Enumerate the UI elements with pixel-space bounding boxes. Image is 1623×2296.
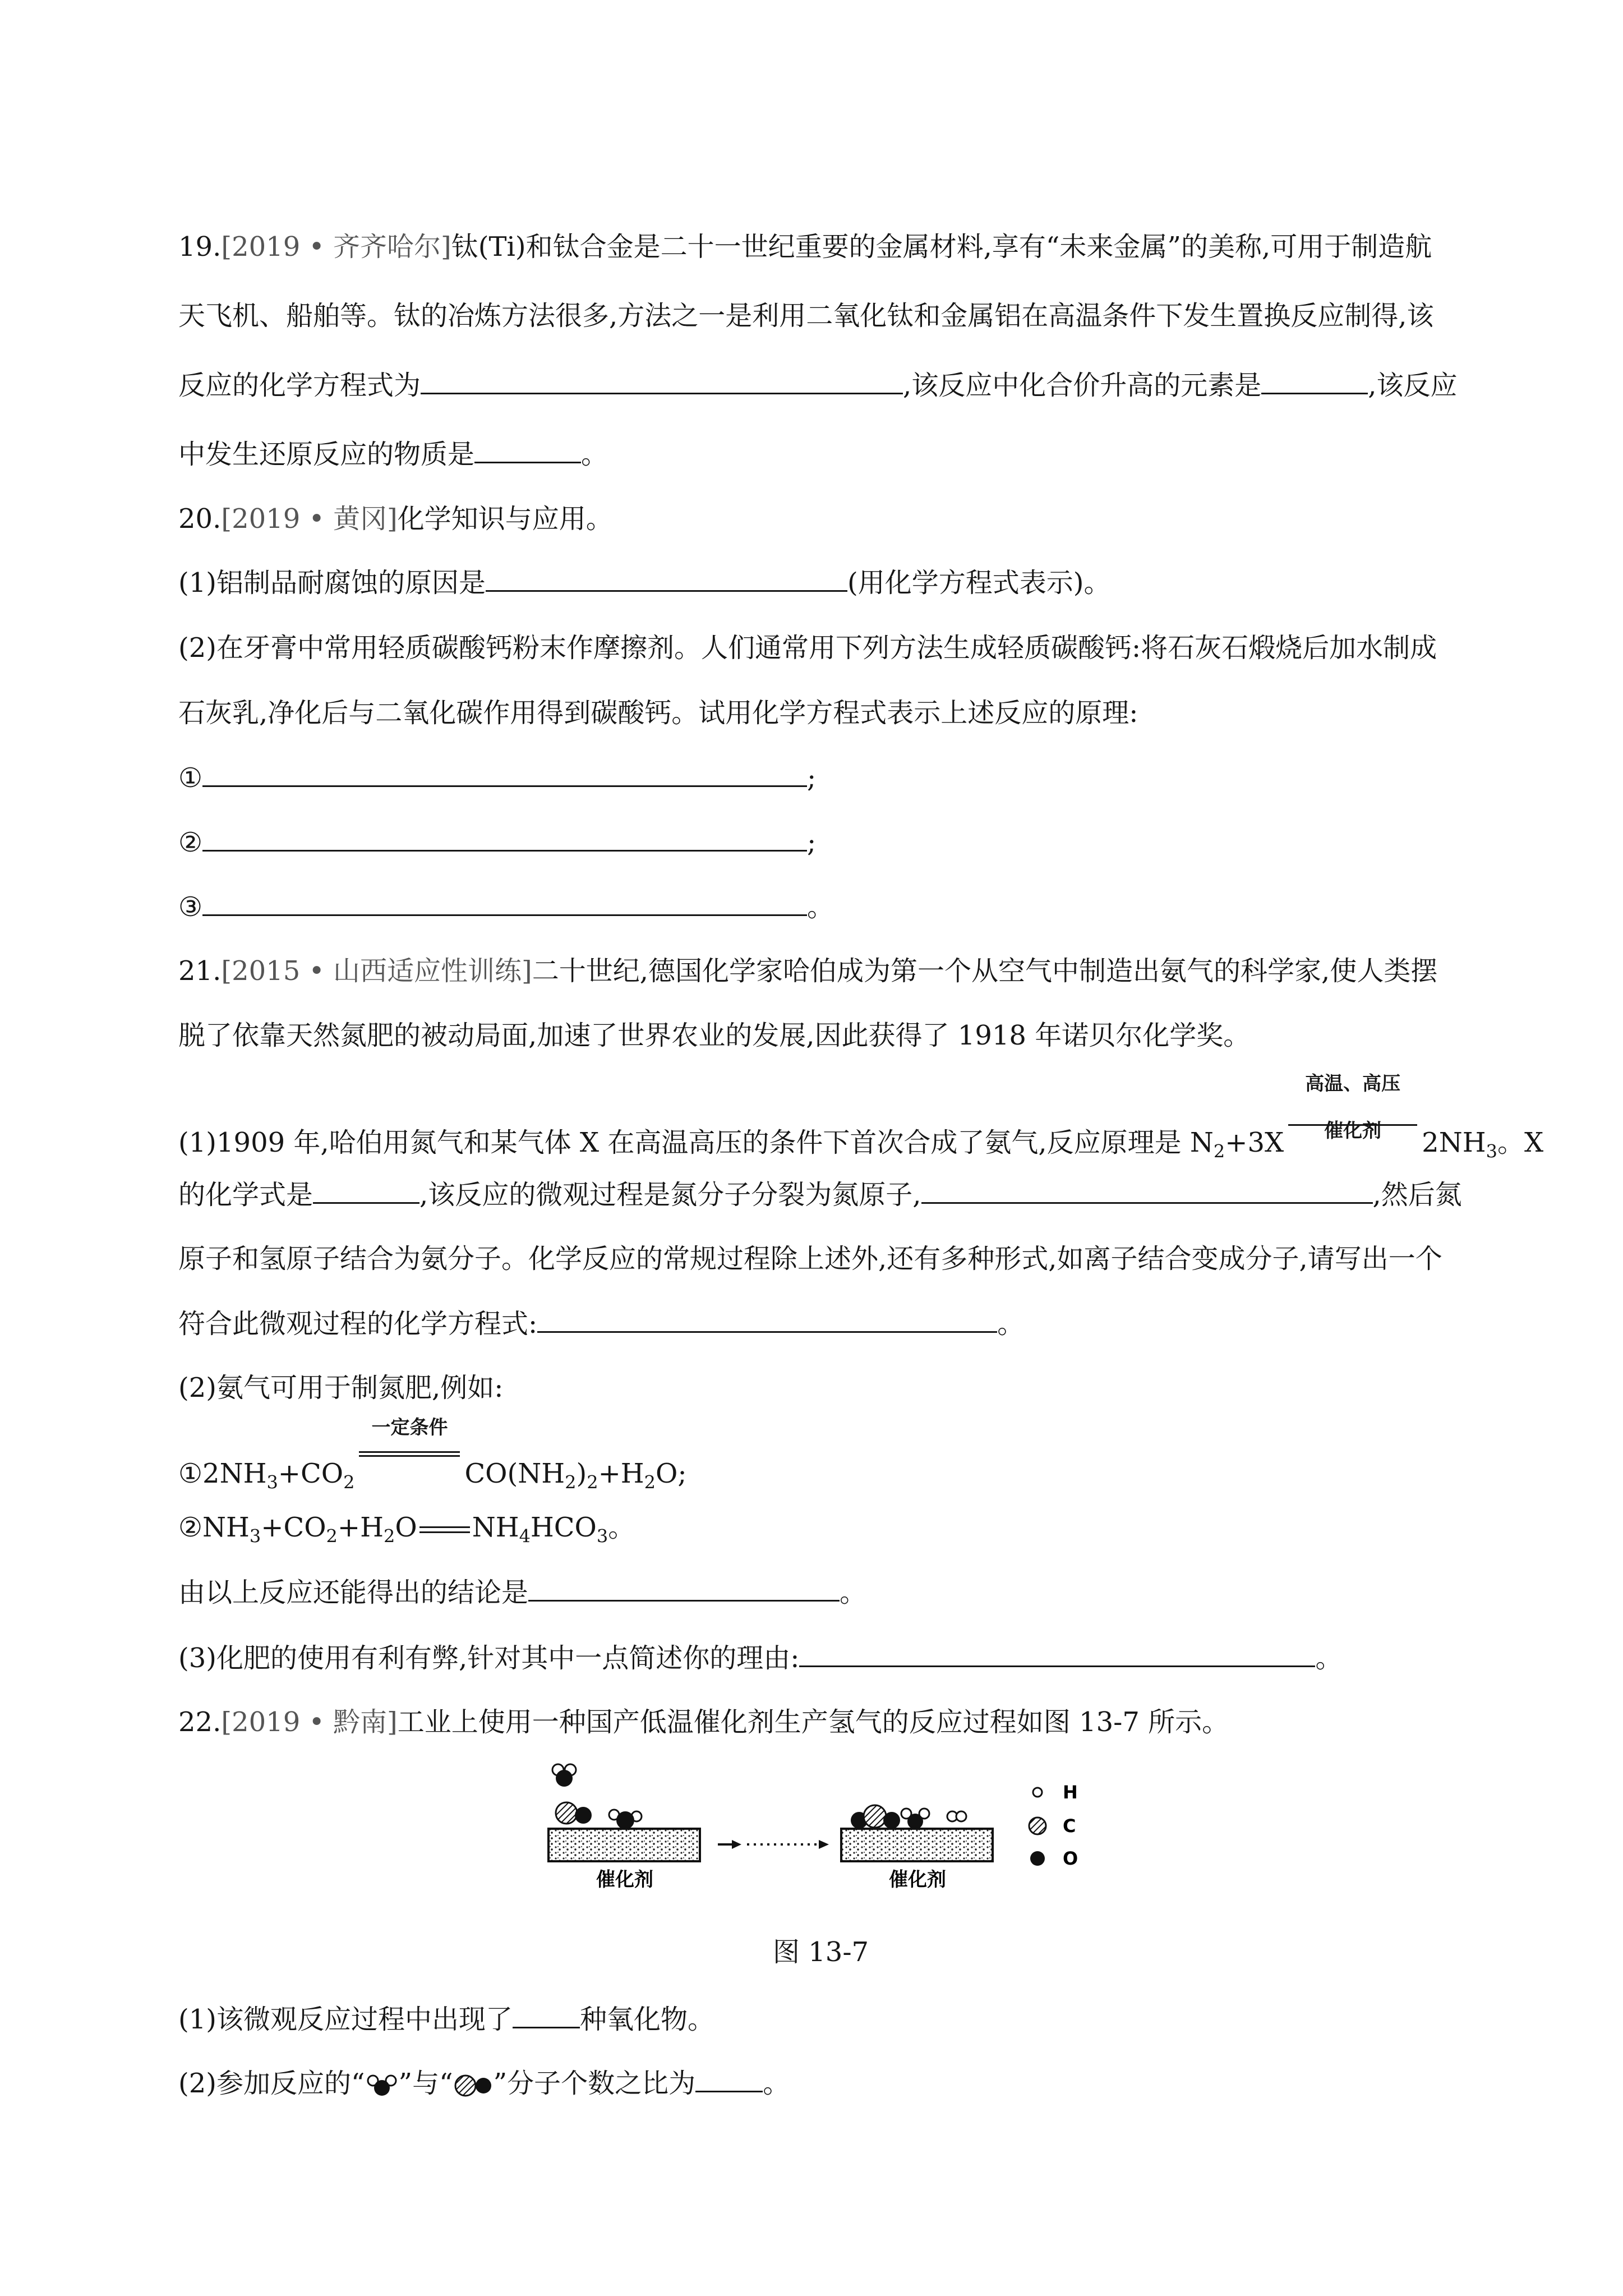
q19-line3: 反应的化学方程式为 ,该反应中化合价升高的元素是 ,该反应 (178, 368, 1458, 402)
q21-part2: (2)氨气可用于制氮肥,例如: (178, 1372, 504, 1404)
reaction-diagram-svg (538, 1756, 1088, 1941)
q19-blank-equation[interactable] (421, 368, 903, 394)
q21-part1-line4: 符合此微观过程的化学方程式: 。 (178, 1306, 1024, 1341)
eq2-equals (419, 1526, 470, 1533)
q20-title: 20.[2019 • 黄冈]化学知识与应用。 (178, 503, 613, 535)
water-molecule-icon (552, 1764, 576, 1787)
q20-item-2: ② ; (178, 825, 816, 859)
q21-eq1: $①2NH_3+CO_2$ 一定条件 $CO(NH_2)_2+H_2O$; (178, 1416, 687, 1493)
legend-c-label: C (1063, 1815, 1076, 1837)
legend-c-icon (1029, 1818, 1046, 1834)
q21-part3: (3)化肥的使用有利有弊,针对其中一点简述你的理由: 。 (178, 1641, 1342, 1675)
q21-blank-conclusion[interactable] (528, 1575, 840, 1602)
q21-source: [2015 • 山西适应性训练] (221, 955, 532, 987)
q21-blank-equation[interactable] (537, 1306, 997, 1333)
q22-blank-ratio[interactable] (695, 2066, 763, 2092)
q21-blank-x[interactable] (313, 1177, 419, 1204)
figure-caption: 图 13-7 (773, 1936, 869, 1968)
q21-conclusion: 由以上反应还能得出的结论是 。 (178, 1575, 866, 1609)
q21-line1: 21.[2015 • 山西适应性训练]二十世纪,德国化学家哈伯成为第一个从空气中制造出氨气的科学家,使人类摆 (178, 955, 1438, 987)
q20-item-3: ③ 。 (178, 890, 834, 924)
catalyst-label-right: 催化剂 (889, 1869, 946, 1891)
q20-item-2-blank[interactable] (202, 825, 807, 852)
q21-part1-line3: 原子和氢原子结合为氨分子。化学反应的常规过程除上述外,还有多种形式,如离子结合变成分子,请写出一个 (178, 1243, 1442, 1274)
legend-o-icon (1030, 1851, 1045, 1866)
q20-item-3-blank[interactable] (202, 890, 807, 916)
q22-part1: (1)该微观反应过程中出现了 种氧化物。 (178, 2002, 714, 2036)
catalyst-plate-left (548, 1829, 700, 1861)
q19-line4: 中发生还原反应的物质是 。 (178, 437, 608, 471)
co-molecule-icon (556, 1802, 592, 1824)
co-molecule-inline-icon (453, 2073, 494, 2099)
q22-part2: (2)参加反应的“ ”与“ ”分子个数之比为 。 (178, 2066, 790, 2100)
q19-line1: 19.[2019 • 齐齐哈尔]钛(Ti)和钛合金是二十一世纪重要的金属材料,享有“未来金属”的美称,可用于制造航 (178, 231, 1432, 263)
q21-blank-process[interactable] (921, 1177, 1373, 1204)
q20-item-1: ① ; (178, 761, 816, 795)
q19-source: [2019 • 齐齐哈尔] (221, 231, 451, 263)
q20-part2-line2: 石灰乳,净化后与二氧化碳作用得到碳酸钙。试用化学方程式表示上述反应的原理: (178, 697, 1138, 729)
q20-item-1-blank[interactable] (202, 761, 807, 787)
right-adsorbed-molecules-icon (851, 1805, 966, 1829)
q21-part1-line2: 的化学式是 ,该反应的微观过程是氮分子分裂为氮原子, ,然后氮 (178, 1177, 1462, 1212)
adsorbed-water-icon (609, 1810, 642, 1829)
q22-blank-oxides[interactable] (513, 2002, 580, 2028)
legend-o-label: O (1063, 1848, 1078, 1869)
q19-blank-element[interactable] (1261, 368, 1368, 394)
water-molecule-inline-icon (365, 2073, 399, 2099)
q22-source: [2019 • 黔南] (221, 1706, 398, 1738)
q20-part2-line1: (2)在牙膏中常用轻质碳酸钙粉末作摩擦剂。人们通常用下列方法生成轻质碳酸钙:将石灰石煅烧后加水制成 (178, 632, 1437, 664)
q19-blank-substance[interactable] (474, 437, 581, 463)
catalyst-label-left: 催化剂 (596, 1869, 653, 1891)
q21-part1-line1: (1)1909 年,哈伯用氮气和某气体 X 在高温高压的条件下首次合成了氨气,反应原理是 $N_2+3X$ 高温、高压 催化剂 $2NH_3$。X (178, 1073, 1544, 1162)
reaction-diagram (538, 1756, 1088, 1941)
q20-blank-1[interactable] (486, 565, 847, 592)
eq1-condition: 一定条件 (359, 1444, 460, 1490)
q19-line2: 天飞机、船舶等。钛的冶炼方法很多,方法之一是利用二氧化钛和金属铝在高温条件下发生置换反应制得,该 (178, 300, 1434, 332)
catalyst-plate-right (841, 1829, 993, 1861)
legend (1029, 1782, 1078, 1869)
q20-part1: (1)铝制品耐腐蚀的原因是 (用化学方程式表示)。 (178, 565, 1110, 600)
q21-eq2: $②NH_3+CO_2+H_2O$ $NH_4HCO_3$。 (178, 1512, 635, 1547)
q21-blank-reason[interactable] (799, 1641, 1315, 1667)
legend-h-icon (1033, 1788, 1042, 1797)
q21-line2: 脱了依靠天然氮肥的被动局面,加速了世界农业的发展,因此获得了 1918 年诺贝尔化学奖。 (178, 1020, 1251, 1051)
legend-h-label: H (1063, 1782, 1078, 1803)
q20-source: [2019 • 黄冈] (221, 503, 398, 535)
reaction-condition: 高温、高压 催化剂 (1288, 1112, 1417, 1159)
q22-line1: 22.[2019 • 黔南]工业上使用一种国产低温催化剂生产氢气的反应过程如图 13-7 所示。 (178, 1706, 1229, 1738)
